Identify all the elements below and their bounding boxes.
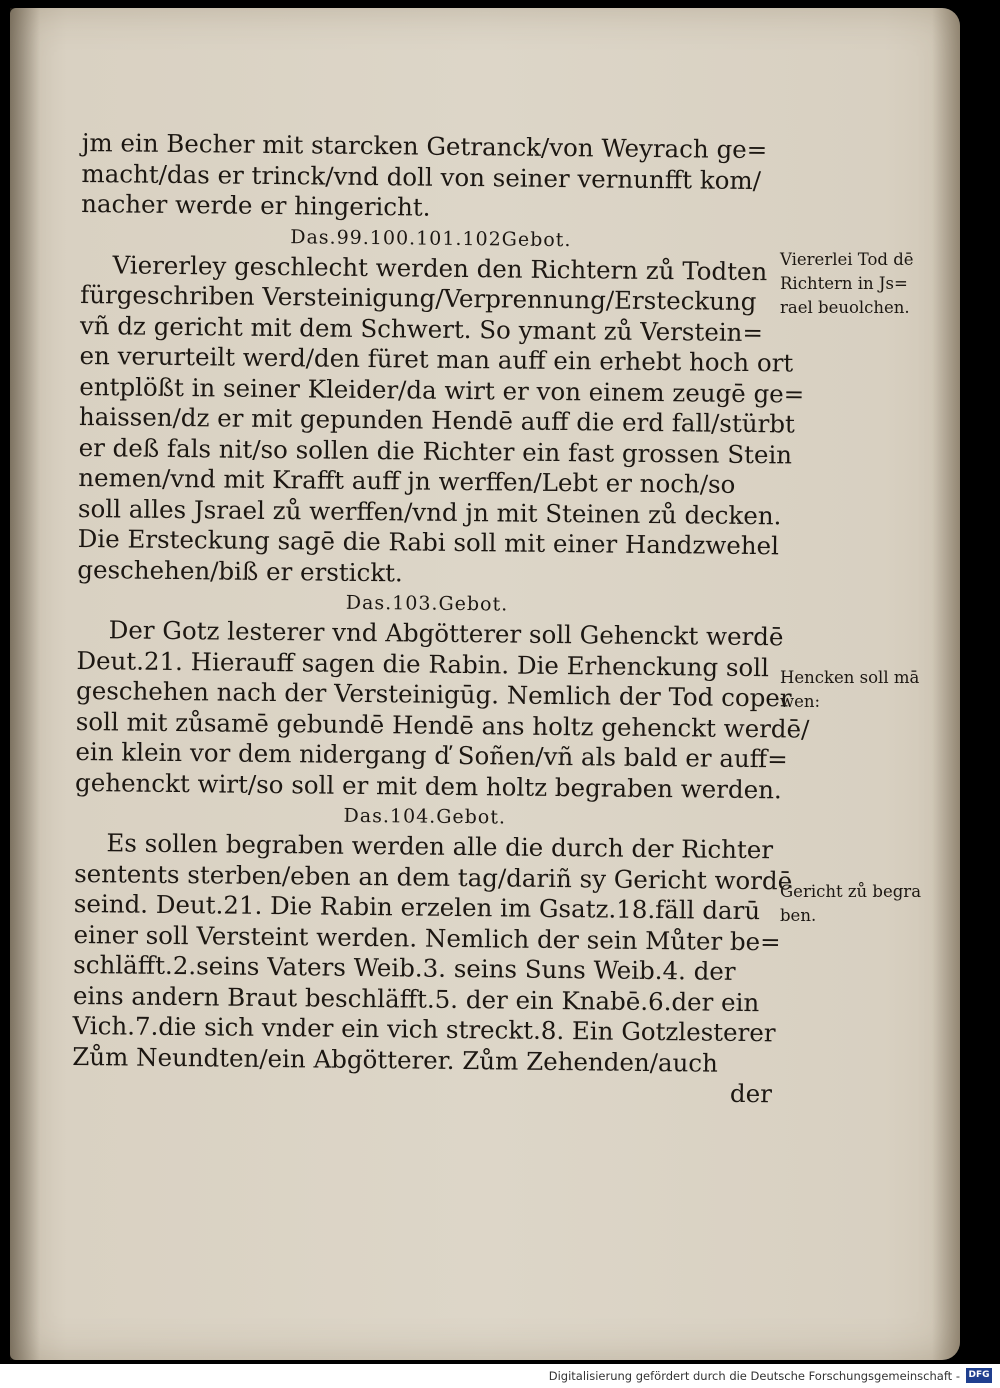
text-line: Der Gotz lesterer vnd Abgötterer soll Gehenckt werdē bbox=[108, 615, 784, 652]
text-block-4 bbox=[72, 828, 793, 1079]
digitization-footer bbox=[0, 1364, 1000, 1388]
margin-note-line: Hencken soll mā bbox=[780, 668, 920, 687]
text-line: ein klein vor dem nidergang ď Soñen/vñ als bald er auff= bbox=[75, 736, 788, 774]
text-block-2 bbox=[77, 249, 805, 592]
book-page bbox=[10, 8, 960, 1360]
text-line: Deut.21. Hierauff sagen die Rabin. Die Erhenckung soll bbox=[76, 645, 770, 682]
dfg-logo: DFG bbox=[966, 1368, 992, 1383]
text-line: eins andern Braut beschläfft.5. der ein Knabē.6.der ein bbox=[72, 980, 760, 1017]
margin-note-3 bbox=[780, 880, 955, 928]
text-line: nacher werde er hingericht. bbox=[81, 188, 431, 222]
text-line: Zům Neundten/ein Abgötterer. Zům Zehenden/auch bbox=[72, 1041, 718, 1078]
margin-note-line: Richtern in Js= bbox=[780, 274, 908, 293]
text-line: seind. Deut.21. Die Rabin erzelen im Gsatz.18.fäll darū bbox=[73, 888, 761, 926]
catchword: der bbox=[729, 1078, 773, 1109]
text-line: er deß fals nit/so sollen die Richter ein fast grossen Stein bbox=[78, 432, 793, 469]
text-line: jm ein Becher mit starcken Getranck/von Weyrach ge= bbox=[81, 128, 768, 165]
text-line: Es sollen begraben werden alle die durch der Richter bbox=[106, 828, 774, 865]
text-line: nemen/vnd mit Krafft auff jn werffen/Lebt er noch/so bbox=[78, 462, 736, 499]
text-line: gehenckt wirt/so soll er mit dem holtz begraben werden. bbox=[74, 767, 782, 804]
funding-credit: Digitalisierung gefördert durch die Deutsche Forschungsgemeinschaft - bbox=[548, 1369, 960, 1383]
text-line: geschehen nach der Versteinigūg. Nemlich der Tod coper bbox=[75, 675, 792, 713]
section-heading-3: Das.104.Gebot. bbox=[343, 804, 507, 829]
text-line: vñ dz gericht mit dem Schwert. So ymant zů Verstein= bbox=[79, 310, 764, 347]
text-line: einer soll Versteint werden. Nemlich der sein Můter be= bbox=[73, 919, 781, 956]
margin-note-line: wen: bbox=[780, 692, 821, 711]
text-line: Die Ersteckung sagē die Rabi soll mit einer Handzwehel bbox=[77, 523, 780, 561]
page-gutter-shadow bbox=[10, 8, 40, 1360]
text-line: entplößt in seiner Kleider/da wirt er von einem zeugē ge= bbox=[79, 371, 805, 409]
text-line: soll mit zůsamē gebundē Hendē ans holtz gehenckt werdē/ bbox=[75, 706, 810, 744]
text-line: soll alles Jsrael zů werffen/vnd jn mit Steinen zů decken. bbox=[77, 493, 782, 530]
section-heading-2: Das.103.Gebot. bbox=[345, 591, 509, 616]
text-line: Vich.7.die sich vnder ein vich streckt.8. Ein Gotzlesterer bbox=[72, 1010, 776, 1048]
margin-note-2 bbox=[780, 666, 955, 714]
margin-note-line: rael beuolchen. bbox=[780, 298, 910, 317]
margin-note-line: ben. bbox=[780, 906, 817, 925]
text-line: macht/das er trinck/vnd doll von seiner vernunfft kom/ bbox=[81, 158, 762, 195]
text-line: schläfft.2.seins Vaters Weib.3. seins Suns Weib.4. der bbox=[73, 949, 736, 986]
text-line: sentents sterben/eben an dem tag/dariñ sy Gericht wordē bbox=[74, 858, 793, 895]
margin-note-line: Viererlei Tod dē bbox=[780, 250, 914, 269]
text-line: fürgeschriben Versteinigung/Verprennung/Ersteckung bbox=[80, 279, 757, 317]
text-block-1 bbox=[81, 128, 782, 227]
text-line: Viererley geschlecht werden den Richtern zů Todten bbox=[112, 249, 768, 286]
section-heading-1: Das.99.100.101.102Gebot. bbox=[290, 225, 572, 251]
margin-note-1 bbox=[780, 248, 955, 320]
text-line: haissen/dz er mit gepunden Hendē auff die erd fall/stürbt bbox=[78, 401, 795, 439]
text-line: en verurteilt werd/den füret man auff ein erhebt hoch ort bbox=[79, 340, 794, 378]
text-line: geschehen/biß er erstickt. bbox=[77, 554, 403, 587]
margin-note-line: Gericht zů begra bbox=[780, 882, 922, 901]
